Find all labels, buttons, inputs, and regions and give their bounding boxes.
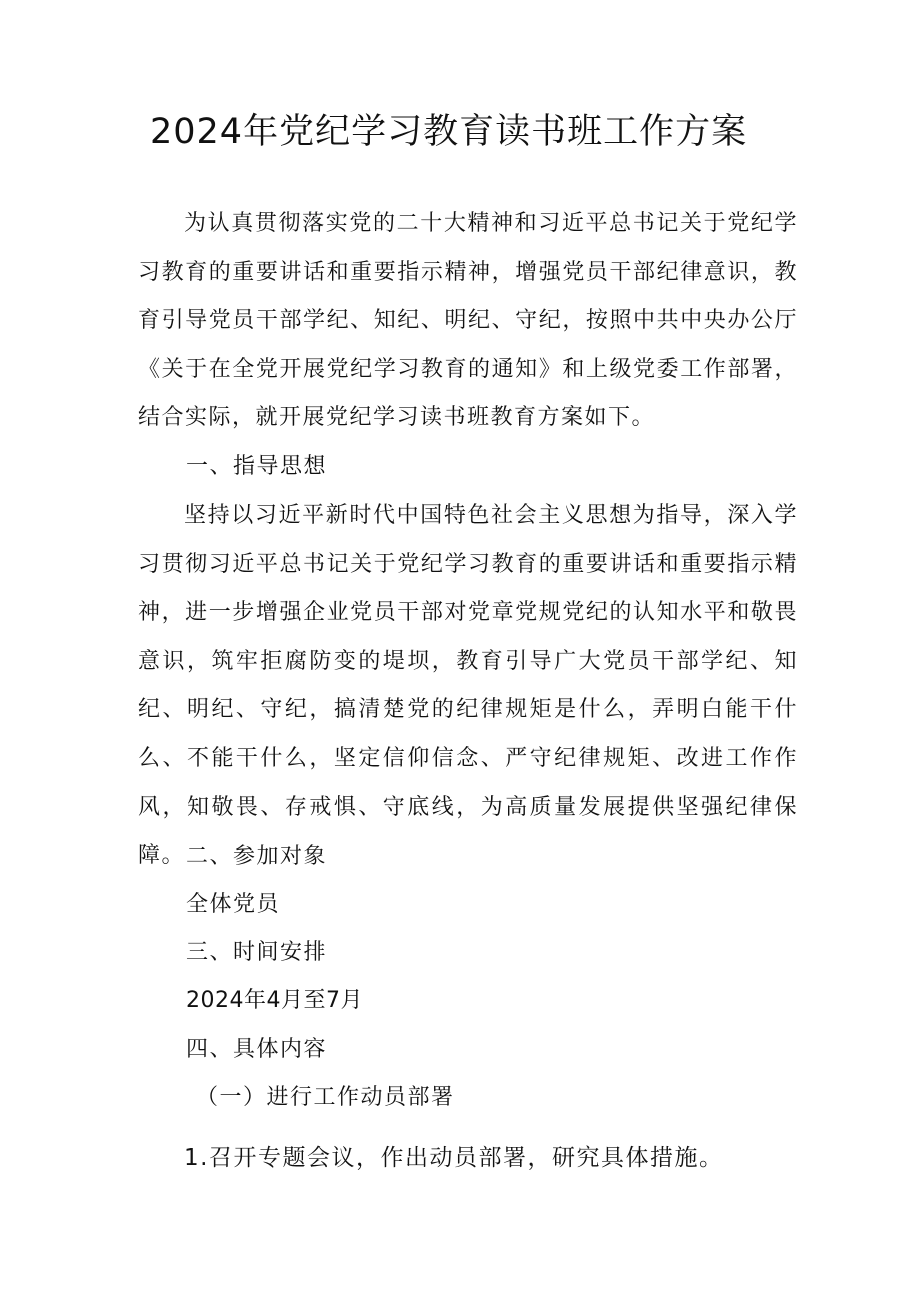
list-item-meeting: 1.召开专题会议，作出动员部署，研究具体措施。 xyxy=(184,1145,724,1171)
section-heading-guiding-ideology: 一、指导思想 xyxy=(186,454,328,479)
section-heading-schedule: 三、时间安排 xyxy=(186,940,328,965)
document-title: 2024年党纪学习教育读书班工作方案 xyxy=(150,112,748,152)
schedule-text: 2024年4月至7月 xyxy=(186,988,363,1013)
section-heading-participants: 二、参加对象 xyxy=(186,844,328,869)
section-heading-content: 四、具体内容 xyxy=(186,1037,328,1062)
subsection-heading-mobilization: （一）进行工作动员部署 xyxy=(196,1085,455,1110)
intro-paragraph: 为认真贯彻落实党的二十大精神和习近平总书记关于党纪学习教育的重要讲话和重要指示精神，增强党员干部纪律意识，教育引导党员干部学纪、知纪、明纪、守纪，按照中共中央办公厅《关于在全党开展党纪学习教育的通知》和上级党委工作部署，结合实际，就开展党纪学习读书班教育方案如下。 xyxy=(138,211,798,431)
participants-text: 全体党员 xyxy=(186,892,281,917)
guiding-ideology-paragraph: 坚持以习近平新时代中国特色社会主义思想为指导，深入学习贯彻习近平总书记关于党纪学习教育的重要讲话和重要指示精神，进一步增强企业党员干部对党章党规党纪的认知水平和敬畏意识，筑牢拒腐防变的堤坝，教育引导广大党员干部学纪、知纪、明纪、守纪，搞清楚党的纪律规矩是什么，弄明白能干什么、不能干什么，坚定信仰信念、严守纪律规矩、改进工作作风，知敬畏、存戒惧、守底线，为高质量发展提供坚强纪律保障。 xyxy=(138,503,798,869)
